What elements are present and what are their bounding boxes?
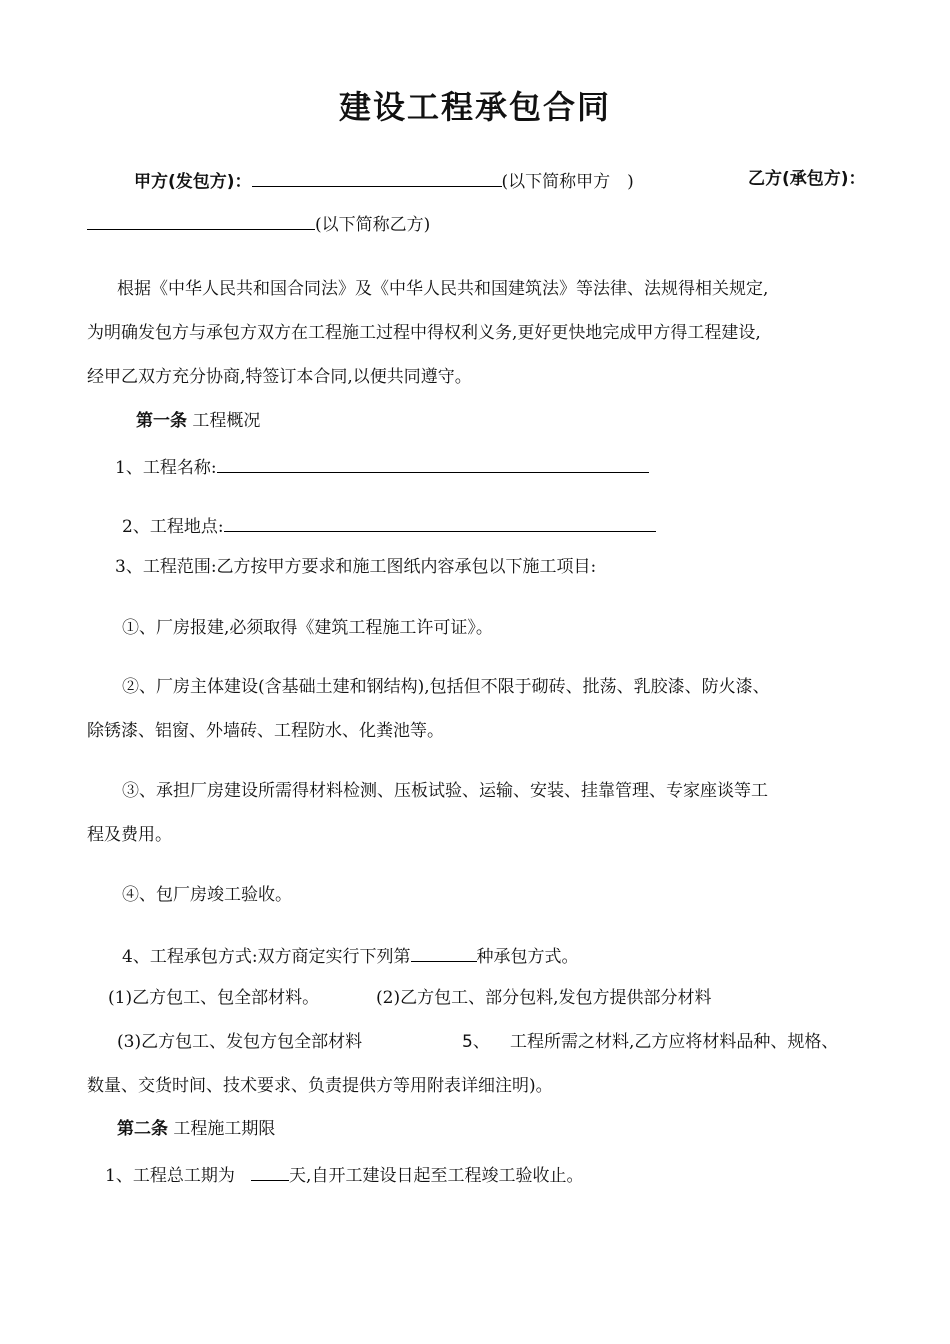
item-5-text: 工程所需之材料,乙方应将材料品种、规格、 xyxy=(510,1032,839,1052)
party-a-suffix: (以下简称甲方 ) xyxy=(501,172,634,192)
scope-item-3-line-1: ③、承担厂房建设所需得材料检测、压板试验、运输、安装、挂靠管理、专家座谈等工 xyxy=(122,781,768,801)
preamble-line-2: 为明确发包方与承包方双方在工程施工过程中得权利义务,更好更快地完成甲方得工程建设, xyxy=(87,323,761,343)
project-name-line xyxy=(115,454,649,479)
article-2-title: 工程施工期限 xyxy=(173,1119,276,1139)
preamble-line-3: 经甲乙双方充分协商,特签订本合同,以便共同遵守。 xyxy=(87,367,472,387)
party-a-label: 甲方(发包方)： xyxy=(134,172,252,192)
project-location-blank[interactable] xyxy=(224,513,656,532)
scope-item-2-line-1: ②、厂房主体建设(含基础土建和钢结构),包括但不限于砌砖、批荡、乳胶漆、防火漆、 xyxy=(122,677,770,697)
document-title: 建设工程承包合同 xyxy=(338,88,611,126)
duration-prefix: 1、工程总工期为 xyxy=(105,1166,235,1186)
duration-line xyxy=(105,1162,583,1187)
project-name-label: 1、工程名称: xyxy=(115,458,217,478)
method-option-1: (1)乙方包工、包全部材料。 xyxy=(108,988,320,1008)
duration-blank[interactable] xyxy=(251,1162,289,1181)
party-b-suffix: (以下简称乙方) xyxy=(315,215,431,235)
project-location-label: 2、工程地点: xyxy=(122,517,224,537)
scope-item-3-line-2: 程及费用。 xyxy=(87,825,172,845)
item-5-number: 5、 xyxy=(462,1032,490,1052)
project-location-line xyxy=(122,513,656,538)
contract-method-line xyxy=(122,943,579,968)
party-a-blank[interactable] xyxy=(252,168,502,187)
party-a-line xyxy=(134,168,634,193)
article-2-number: 第二条 xyxy=(117,1119,168,1139)
article-1-title: 工程概况 xyxy=(192,411,261,431)
method-option-2: (2)乙方包工、部分包料,发包方提供部分材料 xyxy=(376,988,712,1008)
scope-item-4: ④、包厂房竣工验收。 xyxy=(122,885,292,905)
contract-method-prefix: 4、工程承包方式:双方商定实行下列第 xyxy=(122,947,411,967)
preamble-line-1: 根据《中华人民共和国合同法》及《中华人民共和国建筑法》等法律、法规得相关规定, xyxy=(117,279,769,299)
contract-method-blank[interactable] xyxy=(411,943,477,962)
scope-item-1: ①、厂房报建,必须取得《建筑工程施工许可证》。 xyxy=(122,618,493,638)
party-b-label: 乙方(承包方)： xyxy=(748,169,866,189)
duration-suffix: 天,自开工建设日起至工程竣工验收止。 xyxy=(289,1166,584,1186)
project-scope: 3、工程范围:乙方按甲方要求和施工图纸内容承包以下施工项目: xyxy=(115,557,597,577)
party-b-line xyxy=(87,211,430,236)
method-option-3: (3)乙方包工、发包方包全部材料 xyxy=(117,1032,363,1052)
item-5-line-2: 数量、交货时间、技术要求、负责提供方等用附表详细注明)。 xyxy=(87,1076,553,1096)
article-2-heading xyxy=(117,1118,275,1140)
scope-item-2-line-2: 除锈漆、铝窗、外墙砖、工程防水、化粪池等。 xyxy=(87,721,444,741)
article-1-heading xyxy=(136,410,260,432)
contract-method-suffix: 种承包方式。 xyxy=(476,947,579,967)
party-b-blank[interactable] xyxy=(87,211,315,230)
article-1-number: 第一条 xyxy=(136,411,187,431)
project-name-blank[interactable] xyxy=(217,454,649,473)
